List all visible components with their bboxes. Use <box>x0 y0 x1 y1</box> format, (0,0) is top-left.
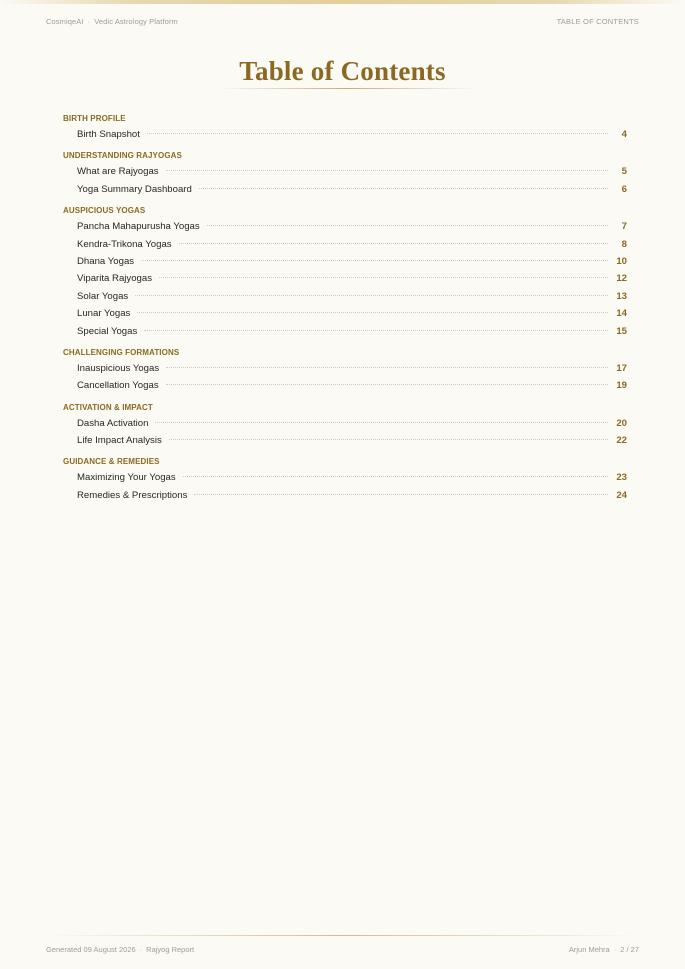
toc-leader-dots <box>141 260 608 261</box>
toc-leader-dots <box>159 277 608 278</box>
footer-page-line <box>569 945 639 954</box>
toc-leader-dots <box>183 476 608 477</box>
footer-page-number: 2 / 27 <box>620 945 639 954</box>
toc-section <box>63 400 627 450</box>
header-brand: CosmiqeAI <box>46 17 84 26</box>
header-brand-line <box>46 17 178 26</box>
title-divider <box>218 88 476 89</box>
footer-person: Arjun Mehra <box>568 945 610 954</box>
toc-entry-page: 5 <box>621 166 627 178</box>
toc-entry-label: Cancellation Yogas <box>77 380 159 392</box>
toc-leader-dots <box>137 312 608 313</box>
footer-separator: · <box>139 945 143 954</box>
toc-entry-page: 13 <box>616 290 627 302</box>
toc-leader-dots <box>135 295 608 296</box>
toc-entry-page: 4 <box>621 129 627 140</box>
toc-entry-label: Special Yogas <box>77 325 138 337</box>
header-section-label: TABLE OF CONTENTS <box>556 17 639 26</box>
toc-entry-page: 14 <box>616 308 627 320</box>
toc-leader-dots <box>194 494 608 495</box>
toc-entry[interactable] <box>63 163 627 180</box>
toc-entry-page: 15 <box>616 325 627 337</box>
toc-entry-label: Inauspicious Yogas <box>77 362 160 374</box>
toc-entry-page: 20 <box>616 417 627 429</box>
toc-section-title: UNDERSTANDING RAJYOGAS <box>63 151 182 161</box>
toc-section-title: ACTIVATION & IMPACT <box>63 402 153 412</box>
toc-entry-page: 10 <box>616 255 627 267</box>
toc-entry[interactable] <box>63 377 627 394</box>
running-footer <box>46 945 639 957</box>
footer-separator: · <box>613 945 617 954</box>
toc-entry[interactable] <box>63 253 627 270</box>
toc-entry-page: 19 <box>616 380 627 392</box>
toc-leader-dots <box>169 439 608 440</box>
toc-entry-label: Solar Yogas <box>77 290 129 302</box>
toc-leader-dots <box>147 133 608 134</box>
toc-entry-page: 23 <box>616 472 627 484</box>
toc-entry-label: Dhana Yogas <box>77 255 135 267</box>
toc-entry-page: 7 <box>621 221 627 233</box>
toc-entry-label: Dasha Activation <box>77 417 149 429</box>
footer-generated-line <box>46 945 194 954</box>
toc-entry[interactable] <box>63 487 627 504</box>
toc-entry[interactable] <box>63 432 627 449</box>
toc-section <box>63 111 627 143</box>
toc-leader-dots <box>166 367 608 368</box>
toc-section-title: CHALLENGING FORMATIONS <box>63 347 180 357</box>
toc-section <box>63 148 627 198</box>
toc-section <box>63 203 627 340</box>
toc-entry[interactable] <box>63 236 627 253</box>
toc-entry-label: Yoga Summary Dashboard <box>77 183 192 195</box>
toc-entry-label: Lunar Yogas <box>77 308 131 320</box>
toc-entry[interactable] <box>63 469 627 486</box>
toc-entry[interactable] <box>63 360 627 377</box>
toc-entry[interactable] <box>63 288 627 305</box>
toc-entry[interactable] <box>63 305 627 322</box>
header-separator: · <box>87 17 91 26</box>
toc-leader-dots <box>166 384 608 385</box>
toc-leader-dots <box>207 225 608 226</box>
header-platform: Vedic Astrology Platform <box>94 17 178 26</box>
toc-entry-label: Pancha Mahapurusha Yogas <box>77 221 200 233</box>
footer-generated: Generated 09 August 2026 <box>46 945 136 954</box>
toc-leader-dots <box>166 170 608 171</box>
toc-entry-label: Life Impact Analysis <box>77 435 162 447</box>
toc-entry-page: 12 <box>616 273 627 285</box>
toc-entry[interactable] <box>63 270 627 287</box>
toc-entry-page: 22 <box>616 435 627 447</box>
toc-entry-label: Birth Snapshot <box>77 129 140 140</box>
toc-section-title: AUSPICIOUS YOGAS <box>63 206 146 216</box>
toc-leader-dots <box>179 243 608 244</box>
toc-entry[interactable] <box>63 181 627 198</box>
table-of-contents <box>63 111 627 509</box>
page-title: Table of Contents <box>239 56 446 86</box>
toc-leader-dots <box>155 422 608 423</box>
toc-entry-label: Viparita Rajyogas <box>77 273 153 285</box>
toc-entry-page: 17 <box>616 362 627 374</box>
toc-entry-page: 24 <box>616 489 627 501</box>
toc-section-title: BIRTH PROFILE <box>63 114 126 123</box>
toc-entry-label: Kendra-Trikona Yogas <box>77 238 172 250</box>
running-header <box>46 17 639 29</box>
toc-entry-label: Maximizing Your Yogas <box>77 472 176 484</box>
toc-entry-page: 6 <box>621 183 627 195</box>
toc-leader-dots <box>144 330 608 331</box>
footer-report-name: Rajyog Report <box>146 945 195 954</box>
toc-entry-page: 8 <box>621 238 627 250</box>
toc-entry[interactable] <box>63 218 627 235</box>
top-accent-bar <box>0 0 685 4</box>
toc-section <box>63 345 627 395</box>
toc-entry-label: Remedies & Prescriptions <box>77 489 188 501</box>
footer-divider <box>46 935 639 936</box>
toc-entry[interactable] <box>63 323 627 340</box>
toc-entry-label: What are Rajyogas <box>77 166 159 178</box>
toc-section-title: GUIDANCE & REMEDIES <box>63 457 160 467</box>
toc-entry[interactable] <box>63 126 627 143</box>
toc-entry[interactable] <box>63 415 627 432</box>
toc-leader-dots <box>199 188 608 189</box>
toc-section <box>63 454 627 504</box>
